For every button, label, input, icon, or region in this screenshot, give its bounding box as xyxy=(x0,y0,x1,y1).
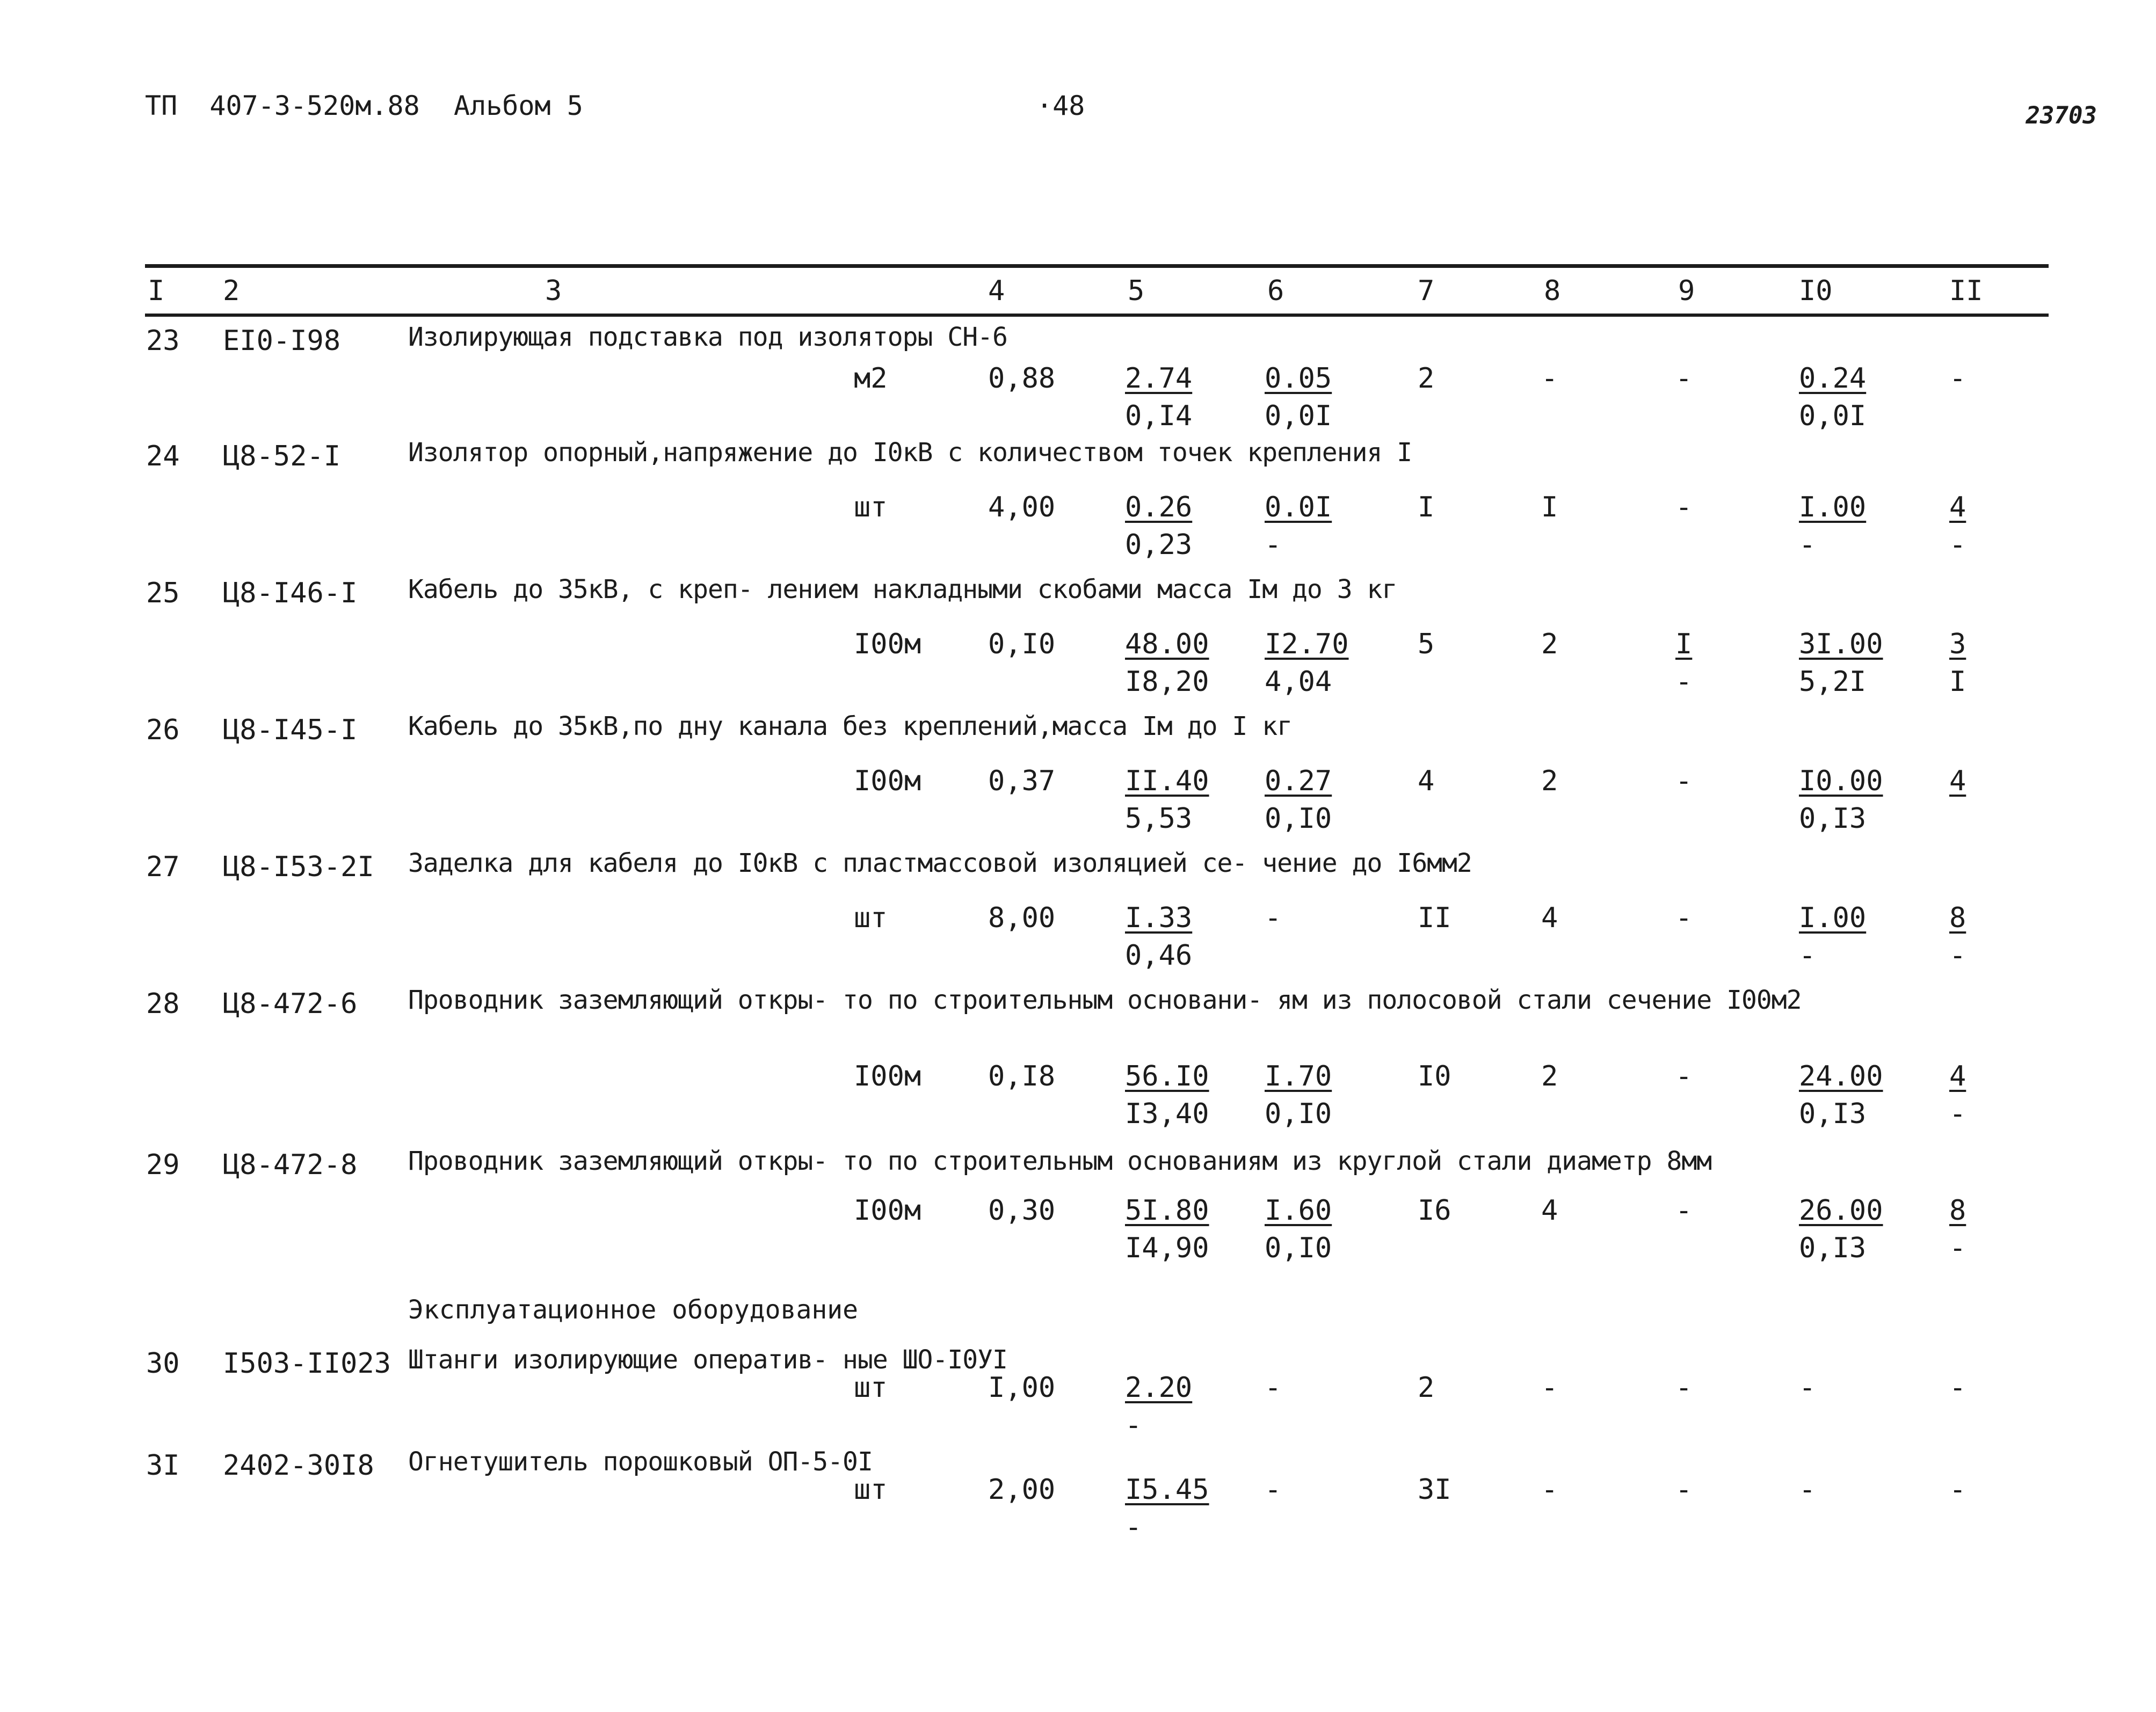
unit-of-measure: м2 xyxy=(854,362,888,395)
row-number: 25 xyxy=(146,577,180,609)
col6-total: - xyxy=(1265,902,1282,934)
row-number: 24 xyxy=(146,440,180,472)
unit-of-measure: шт xyxy=(854,902,888,934)
table-top-rule xyxy=(145,264,2049,268)
col6-total: 0.27 xyxy=(1265,765,1332,797)
price-code: Ц8-I45-I xyxy=(223,714,358,746)
work-description: Кабель до 35кВ,по дну канала без креплений,масса Iм до I кг xyxy=(408,711,1293,741)
col5-wages: - xyxy=(1125,1409,1142,1441)
col-num-4: 4 xyxy=(988,275,1005,307)
col11-top: 4 xyxy=(1949,1060,1966,1092)
unit-of-measure: шт xyxy=(854,1372,888,1404)
col10-total: 24.00 xyxy=(1799,1060,1883,1092)
row-number: 26 xyxy=(146,714,180,746)
price-code: I503-II023 xyxy=(223,1347,391,1380)
quantity: 0,88 xyxy=(988,362,1056,395)
col7-value: II xyxy=(1418,902,1451,934)
col10-wages: - xyxy=(1799,529,1816,561)
quantity: 8,00 xyxy=(988,902,1056,934)
work-description: Изолирующая подставка под изоляторы СН-6 xyxy=(408,322,1007,352)
col5-total: 5I.80 xyxy=(1125,1194,1209,1227)
col10-total: I.00 xyxy=(1799,902,1867,934)
col8-value: I xyxy=(1541,491,1558,523)
col6-wages: 0,I0 xyxy=(1265,1232,1332,1264)
col11-bottom: I xyxy=(1949,666,1966,698)
col-num-6: 6 xyxy=(1267,275,1284,307)
col5-wages: I8,20 xyxy=(1125,666,1209,698)
col10-total: I.00 xyxy=(1799,491,1867,523)
col11-bottom: - xyxy=(1949,939,1966,972)
price-code: Ц8-472-6 xyxy=(223,988,358,1020)
price-code: 2402-30I8 xyxy=(223,1449,374,1482)
col5-wages: 0,23 xyxy=(1125,529,1193,561)
col10-wages: 0,I3 xyxy=(1799,803,1867,835)
col9-top: - xyxy=(1675,902,1693,934)
col6-total: I.60 xyxy=(1265,1194,1332,1227)
col9-top: - xyxy=(1675,765,1693,797)
col5-wages: 0,I4 xyxy=(1125,400,1193,432)
col9-top: - xyxy=(1675,1194,1693,1227)
row-number: 27 xyxy=(146,851,180,883)
col7-value: I xyxy=(1418,491,1435,523)
quantity: 2,00 xyxy=(988,1474,1056,1506)
col6-total: I2.70 xyxy=(1265,628,1349,660)
col8-value: 4 xyxy=(1541,1194,1558,1227)
col7-value: 3I xyxy=(1418,1474,1451,1506)
col10-total: I0.00 xyxy=(1799,765,1883,797)
col9-top: - xyxy=(1675,1060,1693,1092)
col11-top: - xyxy=(1949,1372,1966,1404)
col10-total: 3I.00 xyxy=(1799,628,1883,660)
quantity: 0,I8 xyxy=(988,1060,1056,1092)
col5-total: 2.74 xyxy=(1125,362,1193,395)
col5-wages: - xyxy=(1125,1511,1142,1543)
col8-value: - xyxy=(1541,1372,1558,1404)
work-description: Огнетушитель порошковый ОП-5-0I xyxy=(408,1447,873,1477)
col9-top: I xyxy=(1675,628,1693,660)
col6-total: I.70 xyxy=(1265,1060,1332,1092)
col5-wages: I3,40 xyxy=(1125,1098,1209,1130)
col-num-3: 3 xyxy=(545,275,562,307)
col7-value: I0 xyxy=(1418,1060,1451,1092)
col10-total: - xyxy=(1799,1474,1816,1506)
doc-code: ТП 407-3-520м.88 xyxy=(145,90,420,121)
col5-wages: 0,46 xyxy=(1125,939,1193,972)
col6-wages: - xyxy=(1265,529,1282,561)
col5-wages: 5,53 xyxy=(1125,803,1193,835)
price-code: Ц8-52-I xyxy=(223,440,341,472)
row-number: 29 xyxy=(146,1149,180,1181)
page-number: ·48 xyxy=(1036,90,1085,121)
col9-bottom: - xyxy=(1675,666,1693,698)
col11-bottom: - xyxy=(1949,1098,1966,1130)
col10-wages: 0,0I xyxy=(1799,400,1867,432)
col11-top: 8 xyxy=(1949,902,1966,934)
col5-total: 0.26 xyxy=(1125,491,1193,523)
col10-wages: - xyxy=(1799,939,1816,972)
col6-wages: 0,0I xyxy=(1265,400,1332,432)
col10-total: 0.24 xyxy=(1799,362,1867,395)
unit-of-measure: I00м xyxy=(854,628,921,660)
work-description: Штанги изолирующие оператив- ные ШО-I0УI xyxy=(408,1345,1007,1375)
header-bottom-rule xyxy=(145,314,2049,317)
col9-top: - xyxy=(1675,362,1693,395)
col5-total: 2.20 xyxy=(1125,1372,1193,1404)
col6-wages: 0,I0 xyxy=(1265,803,1332,835)
quantity: I,00 xyxy=(988,1372,1056,1404)
row-number: 3I xyxy=(146,1449,180,1482)
col-num-2: 2 xyxy=(223,275,240,307)
col5-total: II.40 xyxy=(1125,765,1209,797)
col6-wages: 4,04 xyxy=(1265,666,1332,698)
col-num-8: 8 xyxy=(1544,275,1561,307)
col10-wages: 0,I3 xyxy=(1799,1232,1867,1264)
price-code: Ц8-I53-2I xyxy=(223,851,374,883)
album-label: Альбом 5 xyxy=(454,90,583,121)
archive-stamp: 23703 xyxy=(2026,102,2097,129)
col-num-7: 7 xyxy=(1418,275,1435,307)
unit-of-measure: шт xyxy=(854,491,888,523)
col7-value: 4 xyxy=(1418,765,1435,797)
col11-bottom: - xyxy=(1949,529,1966,561)
quantity: 0,37 xyxy=(988,765,1056,797)
col-num-5: 5 xyxy=(1128,275,1145,307)
col5-wages: I4,90 xyxy=(1125,1232,1209,1264)
col7-value: I6 xyxy=(1418,1194,1451,1227)
work-description: Кабель до 35кВ, с креп- лением накладными скобами масса Iм до 3 кг xyxy=(408,574,1397,604)
col9-top: - xyxy=(1675,1474,1693,1506)
col10-total: - xyxy=(1799,1372,1816,1404)
col8-value: - xyxy=(1541,362,1558,395)
col6-wages: 0,I0 xyxy=(1265,1098,1332,1130)
quantity: 0,I0 xyxy=(988,628,1056,660)
col10-wages: 5,2I xyxy=(1799,666,1867,698)
col9-top: - xyxy=(1675,491,1693,523)
col11-top: - xyxy=(1949,1474,1966,1506)
col-num-9: 9 xyxy=(1678,275,1695,307)
col11-top: - xyxy=(1949,362,1966,395)
work-description: Заделка для кабеля до I0кВ с пластмассовой изоляцией се- чение до I6мм2 xyxy=(408,848,1472,878)
col10-wages: 0,I3 xyxy=(1799,1098,1867,1130)
quantity: 4,00 xyxy=(988,491,1056,523)
col-num-11: II xyxy=(1949,275,1983,307)
col11-top: 3 xyxy=(1949,628,1966,660)
col6-total: 0.0I xyxy=(1265,491,1332,523)
col11-top: 4 xyxy=(1949,765,1966,797)
unit-of-measure: шт xyxy=(854,1474,888,1506)
col7-value: 2 xyxy=(1418,1372,1435,1404)
col5-total: I5.45 xyxy=(1125,1474,1209,1506)
col6-total: - xyxy=(1265,1474,1282,1506)
col5-total: 48.00 xyxy=(1125,628,1209,660)
col-num-1: I xyxy=(148,275,165,307)
col7-value: 5 xyxy=(1418,628,1435,660)
col5-total: 56.I0 xyxy=(1125,1060,1209,1092)
section-title: Эксплуатационное оборудование xyxy=(408,1295,859,1325)
row-number: 28 xyxy=(146,988,180,1020)
col11-top: 8 xyxy=(1949,1194,1966,1227)
unit-of-measure: I00м xyxy=(854,1060,921,1092)
col6-total: - xyxy=(1265,1372,1282,1404)
col8-value: 2 xyxy=(1541,765,1558,797)
unit-of-measure: I00м xyxy=(854,1194,921,1227)
col8-value: 2 xyxy=(1541,628,1558,660)
price-code: EI0-I98 xyxy=(223,325,341,357)
col8-value: - xyxy=(1541,1474,1558,1506)
col8-value: 2 xyxy=(1541,1060,1558,1092)
col10-total: 26.00 xyxy=(1799,1194,1883,1227)
row-number: 30 xyxy=(146,1347,180,1380)
col7-value: 2 xyxy=(1418,362,1435,395)
unit-of-measure: I00м xyxy=(854,765,921,797)
col5-total: I.33 xyxy=(1125,902,1193,934)
row-number: 23 xyxy=(146,325,180,357)
col11-bottom: - xyxy=(1949,1232,1966,1264)
quantity: 0,30 xyxy=(988,1194,1056,1227)
col9-top: - xyxy=(1675,1372,1693,1404)
price-code: Ц8-472-8 xyxy=(223,1149,358,1181)
col-num-10: I0 xyxy=(1799,275,1833,307)
work-description: Проводник заземляющий откры- то по строительным основани- ям из полосовой стали сечение I00м2 xyxy=(408,985,1802,1015)
col11-top: 4 xyxy=(1949,491,1966,523)
work-description: Проводник заземляющий откры- то по строительным основаниям из круглой стали диаметр 8мм xyxy=(408,1146,1712,1176)
col8-value: 4 xyxy=(1541,902,1558,934)
work-description: Изолятор опорный,напряжение до I0кВ с количеством точек крепления I xyxy=(408,438,1412,468)
price-code: Ц8-I46-I xyxy=(223,577,358,609)
col6-total: 0.05 xyxy=(1265,362,1332,395)
